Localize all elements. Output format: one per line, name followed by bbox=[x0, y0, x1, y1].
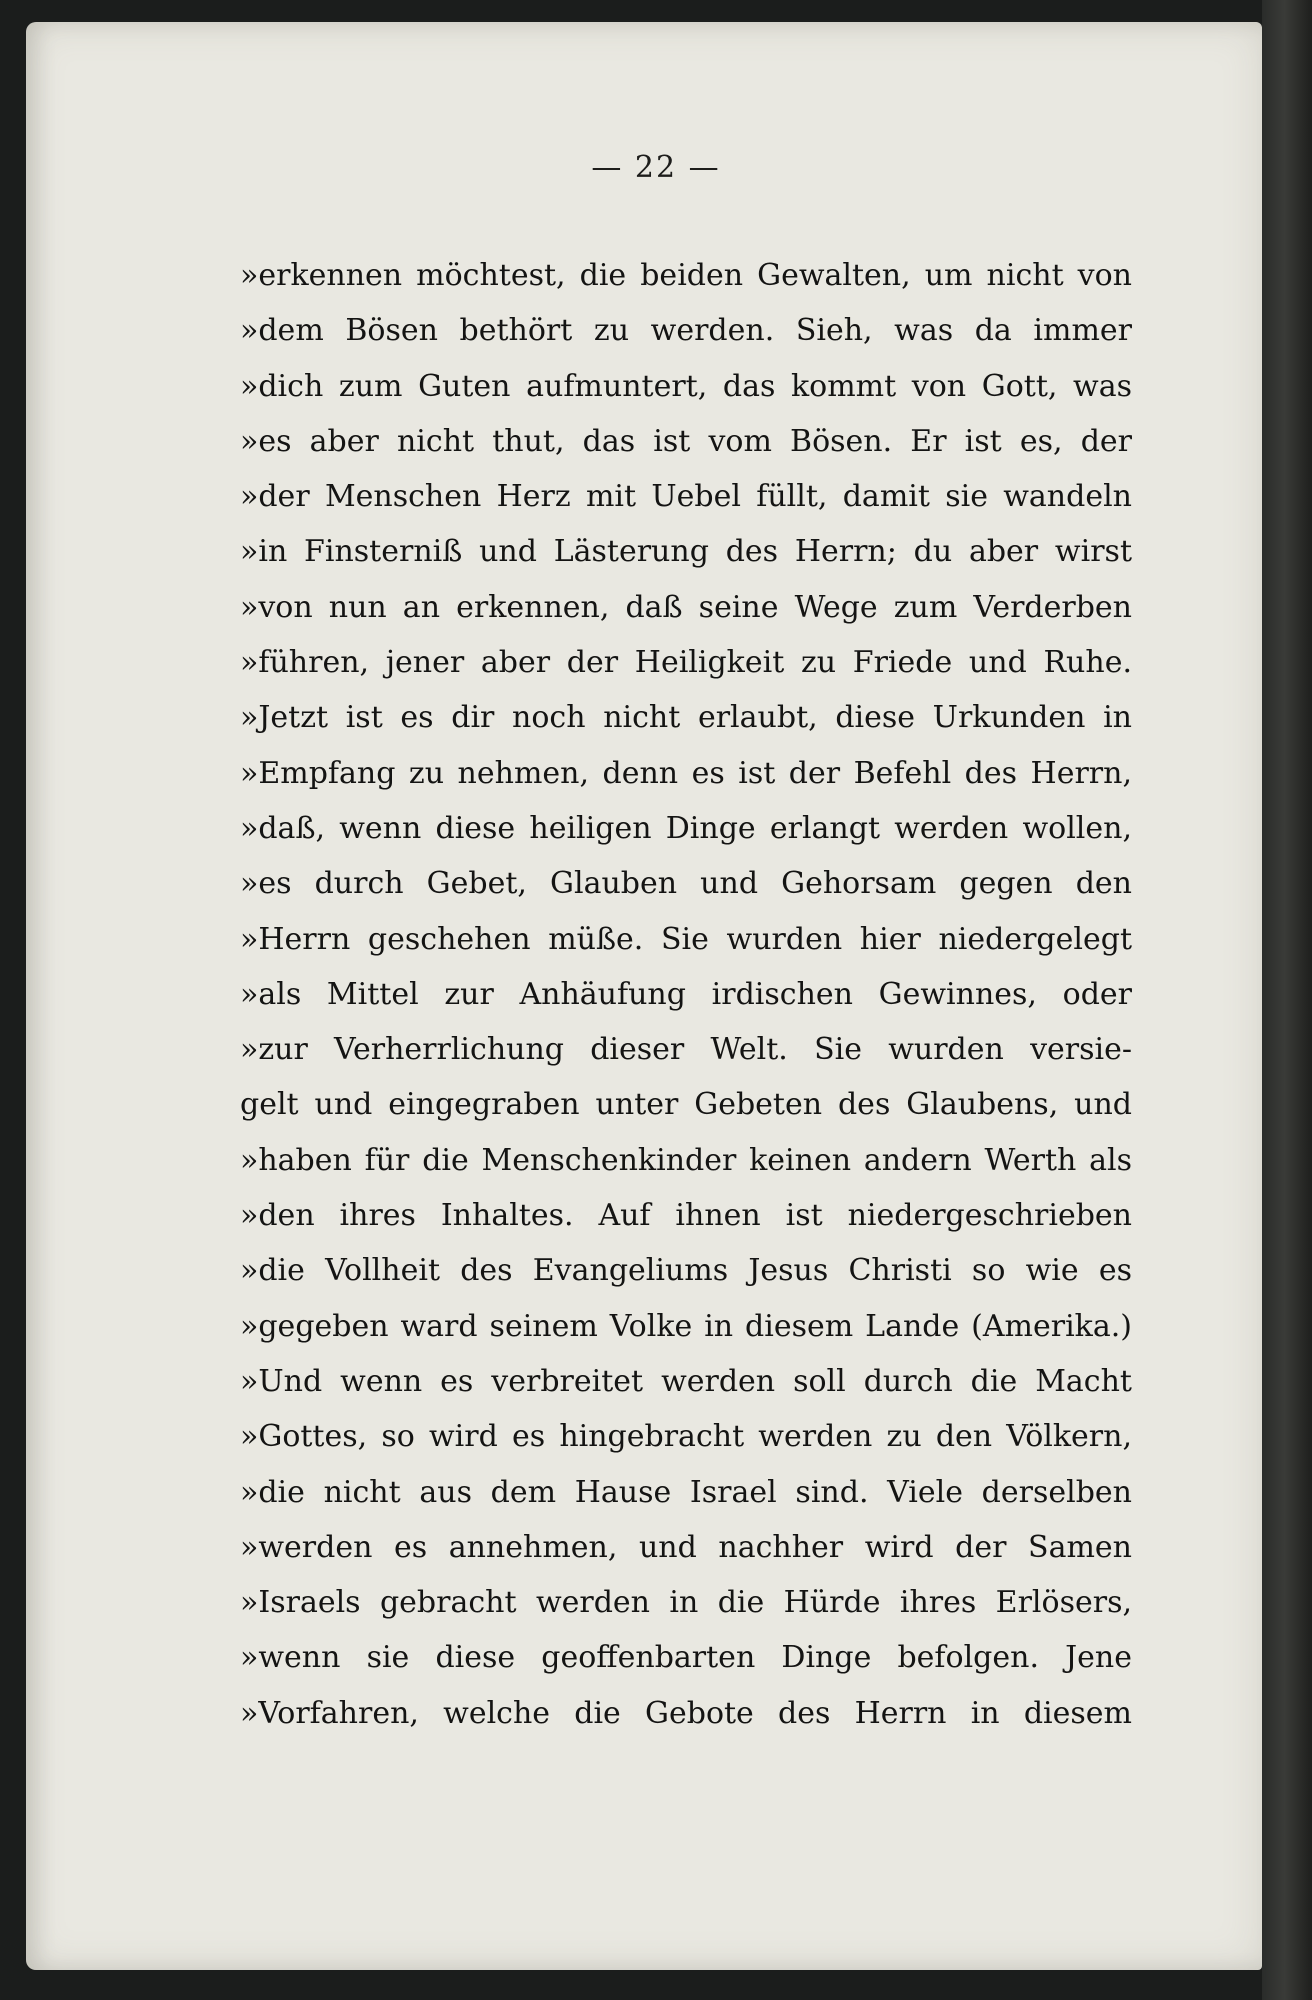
text-line: »Israels gebracht werden in die Hürde ihres Erlösers, bbox=[240, 1585, 1132, 1621]
text-line: »Gottes, so wird es hingebracht werden zu den Völkern, bbox=[240, 1419, 1132, 1455]
text-line: »Empfang zu nehmen, denn es ist der Befehl des Herrn, bbox=[240, 755, 1132, 791]
text-line: »Und wenn es verbreitet werden soll durch die Macht bbox=[240, 1363, 1132, 1399]
text-line: »wenn sie diese geoffenbarten Dinge befolgen. Jene bbox=[240, 1640, 1132, 1676]
text-line: »Jetzt ist es dir noch nicht erlaubt, diese Urkunden in bbox=[240, 700, 1132, 736]
text-line: »es aber nicht thut, das ist vom Bösen. Er ist es, der bbox=[240, 423, 1132, 459]
text-line: »es durch Gebet, Glauben und Gehorsam gegen den bbox=[240, 866, 1132, 902]
text-line: »dem Bösen bethört zu werden. Sieh, was da immer bbox=[240, 313, 1132, 349]
text-line: »zur Verherrlichung dieser Welt. Sie wurden versie- bbox=[240, 1032, 1132, 1068]
body-text bbox=[240, 248, 1132, 1741]
text-line: »von nun an erkennen, daß seine Wege zum Verderben bbox=[240, 589, 1132, 625]
text-line: »daß, wenn diese heiligen Dinge erlangt werden wollen, bbox=[240, 810, 1132, 846]
text-line: gelt und eingegraben unter Gebeten des Glaubens, und bbox=[240, 1087, 1132, 1123]
text-line: »erkennen möchtest, die beiden Gewalten, um nicht von bbox=[240, 258, 1132, 293]
text-line: »dich zum Guten aufmuntert, das kommt von Gott, was bbox=[240, 368, 1132, 404]
text-line: »gegeben ward seinem Volke in diesem Lande (Amerika.) bbox=[240, 1308, 1132, 1344]
text-line: »die Vollheit des Evangeliums Jesus Christi so wie es bbox=[240, 1253, 1132, 1289]
text-line: »als Mittel zur Anhäufung irdischen Gewinnes, oder bbox=[240, 976, 1132, 1012]
text-line: »haben für die Menschenkinder keinen andern Werth als bbox=[240, 1142, 1132, 1178]
text-line: »in Finsterniß und Lästerung des Herrn; du aber wirst bbox=[240, 534, 1132, 570]
text-line: »Vorfahren, welche die Gebote des Herrn in diesem bbox=[240, 1695, 1132, 1731]
text-line: »werden es annehmen, und nachher wird der Samen bbox=[240, 1529, 1132, 1565]
page-number: — 22 — bbox=[591, 150, 721, 185]
text-line: »führen, jener aber der Heiligkeit zu Friede und Ruhe. bbox=[240, 645, 1132, 681]
text-line: »Herrn geschehen müße. Sie wurden hier niedergelegt bbox=[240, 921, 1132, 957]
facing-page-edge bbox=[1262, 0, 1312, 2000]
text-line: »den ihres Inhaltes. Auf ihnen ist niedergeschrieben bbox=[240, 1198, 1132, 1234]
text-line: »der Menschen Herz mit Uebel füllt, damit sie wandeln bbox=[240, 479, 1132, 515]
text-line: »die nicht aus dem Hause Israel sind. Viele derselben bbox=[240, 1474, 1132, 1510]
